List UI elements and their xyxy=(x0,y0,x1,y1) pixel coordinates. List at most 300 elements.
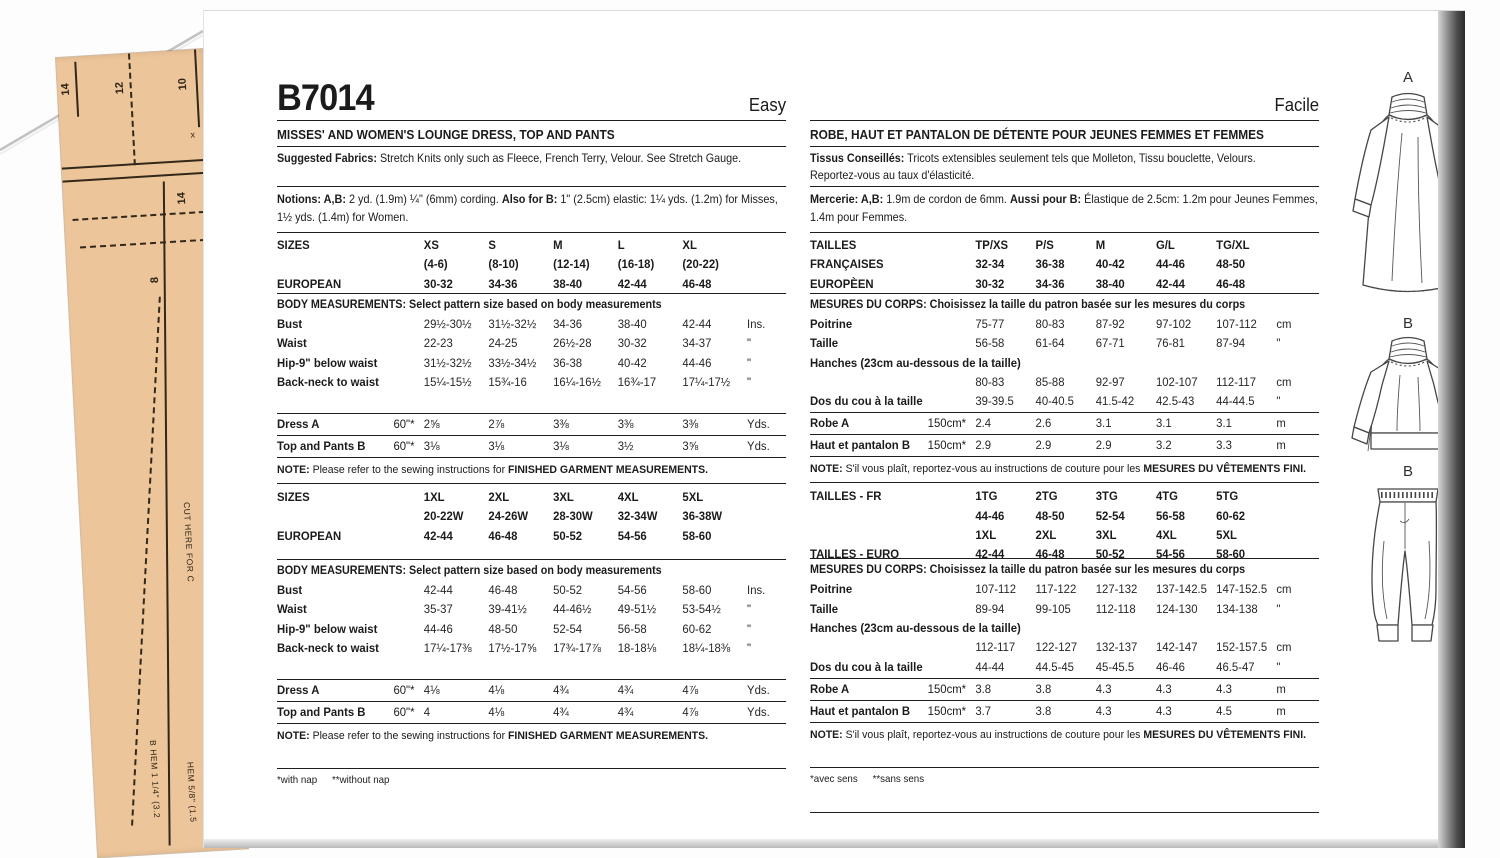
table-cell: 4¾ xyxy=(553,683,569,698)
table-cell: 26½-28 xyxy=(553,336,592,351)
row-label xyxy=(810,435,975,456)
table-cell: 44-46 xyxy=(423,621,453,636)
row-label-text: Hip-9" below waist xyxy=(277,355,378,370)
tissue-hem-label: HEM 5/8" (1.5 xyxy=(185,761,199,823)
table-cell: 5XL xyxy=(1216,528,1237,543)
table-cell: 22-23 xyxy=(423,336,453,351)
table-cell: 112-118 xyxy=(1095,601,1136,616)
table-cell: 80-83 xyxy=(975,374,1005,389)
note-prefix: NOTE: xyxy=(277,730,310,743)
unit-cell xyxy=(747,507,786,526)
table-row xyxy=(810,658,1319,677)
table-cell: 16¼-16½ xyxy=(553,374,601,389)
row-label-text: Dos du cou à la taille xyxy=(810,394,923,409)
table-cell: 75-77 xyxy=(975,317,1005,331)
note-misses-fr xyxy=(810,457,1319,482)
tissue-hem-label-b: B HEM 1 1/4" (3.2 xyxy=(148,739,163,819)
sizes-table-misses-en xyxy=(277,233,786,294)
table-cell: (20-22) xyxy=(682,257,719,272)
fabric-width: 150cm* xyxy=(927,438,967,453)
table-cell: 3.1 xyxy=(1216,416,1232,431)
table-row xyxy=(277,315,786,334)
difficulty-badge-fr: Facile xyxy=(1274,95,1320,115)
row-label-text: Hip-9" below waist xyxy=(277,621,378,636)
table-cell: 124-130 xyxy=(1155,601,1198,616)
table-cell: 107-112 xyxy=(975,582,1017,597)
table-cell: 4⅛ xyxy=(423,683,440,698)
unit-cell: " xyxy=(747,336,752,351)
unit-cell xyxy=(747,275,786,294)
table-row xyxy=(277,436,786,458)
table-cell: 97-102 xyxy=(1155,317,1192,331)
table-cell: 3.2 xyxy=(1155,438,1172,453)
unit-cell: m xyxy=(1276,438,1286,453)
table-cell: M xyxy=(553,238,563,252)
row-label xyxy=(810,658,975,677)
table-row xyxy=(810,600,1319,619)
table-cell: 3⅛ xyxy=(488,439,505,454)
table-cell: 39-41½ xyxy=(488,602,527,617)
pattern-number: B7014 xyxy=(277,77,374,118)
fabrics-text-en: Stretch Knits only such as Fleece, French Terry, Velour. See Stretch Gauge. xyxy=(376,152,742,165)
fabric-width: 150cm* xyxy=(927,703,967,718)
table-row xyxy=(810,638,1319,657)
table-cell: 58-60 xyxy=(682,528,712,543)
table-row xyxy=(277,414,786,436)
table-cell: 87-94 xyxy=(1216,336,1246,351)
table-row xyxy=(810,334,1319,353)
table-row xyxy=(277,255,786,274)
table-cell: 24-25 xyxy=(488,336,518,351)
row-label xyxy=(810,487,975,506)
table-row xyxy=(810,526,1319,545)
table-cell: 46-48 xyxy=(682,276,712,291)
fabric-width: 60"* xyxy=(393,683,415,698)
table-cell: 3.8 xyxy=(1035,703,1052,718)
table-cell: 2⅝ xyxy=(423,417,440,432)
table-cell: 49-51½ xyxy=(617,602,657,617)
table-cell: 54-56 xyxy=(617,583,647,598)
table-cell: 3⅜ xyxy=(682,417,699,432)
row-label xyxy=(810,334,975,353)
row-label-text: Hanches (23cm au-dessous de la taille) xyxy=(810,355,1021,370)
body-measurements-table-women-fr xyxy=(810,580,1319,676)
table-cell: 44-46 xyxy=(1155,257,1185,272)
row-label xyxy=(810,619,1319,638)
tissue-x-mark: x xyxy=(190,129,196,140)
row-label xyxy=(810,354,1319,373)
table-cell: 39-39.5 xyxy=(975,394,1014,409)
table-cell: 42.5-43 xyxy=(1155,394,1195,409)
table-row xyxy=(810,392,1319,411)
table-row xyxy=(277,488,786,507)
table-cell: 4.3 xyxy=(1095,681,1112,696)
row-label-text: EUROPEAN xyxy=(277,528,342,543)
notions-text-fr: 1.9m de cordon de 6mm. xyxy=(883,193,1010,206)
table-cell: 36-38 xyxy=(553,355,583,370)
table-row xyxy=(810,275,1319,294)
row-label xyxy=(277,236,424,255)
table-cell: 4.5 xyxy=(1216,703,1232,718)
table-cell: 87-92 xyxy=(1095,317,1125,331)
table-cell: 17¼-17½ xyxy=(682,374,731,389)
unit-cell xyxy=(1276,507,1319,526)
table-cell: 58-60 xyxy=(682,583,712,598)
note-bold: FINISHED GARMENT MEASUREMENTS. xyxy=(508,730,708,743)
table-cell: 20-22W xyxy=(423,509,464,524)
table-cell: 3½ xyxy=(617,439,634,454)
row-label-text: Back-neck to waist xyxy=(277,374,379,389)
table-cell: 50-52 xyxy=(553,528,583,543)
table-cell: 4¾ xyxy=(553,705,569,720)
table-row xyxy=(810,255,1319,274)
tissue-size-number: 12 xyxy=(113,81,127,95)
table-cell: 92-97 xyxy=(1095,374,1125,389)
unit-cell xyxy=(747,255,786,274)
row-label-text: TAILLES xyxy=(810,238,857,252)
row-label-text: Bust xyxy=(277,317,303,331)
note-text: Please refer to the sewing instructions for xyxy=(309,730,509,743)
table-cell: 46.5-47 xyxy=(1216,659,1255,674)
row-label-text: Dos du cou à la taille xyxy=(810,659,923,674)
row-label-text: Haut et pantalon B xyxy=(810,703,911,718)
sizes-table-women-en xyxy=(277,483,786,560)
table-cell: 4⅛ xyxy=(488,683,505,698)
table-row xyxy=(277,680,786,702)
notions-text2-en: 1" (2.5cm) elastic: 1¼ yds. (1.2m) for Misses, 1½ yds. (1.4m) for Women. xyxy=(277,193,778,224)
notions-label2-fr: Aussi pour B: xyxy=(1009,193,1082,206)
table-cell: 137-142.5 xyxy=(1155,582,1207,597)
table-cell: 142-147 xyxy=(1155,640,1198,655)
table-cell: 46-48 xyxy=(488,583,518,598)
footnote-without-nap: **without nap xyxy=(331,774,390,787)
table-row xyxy=(810,679,1319,701)
unit-cell: Yds. xyxy=(747,705,770,720)
table-cell: 4.3 xyxy=(1155,681,1172,696)
table-cell: 52-54 xyxy=(1095,508,1125,523)
table-cell: 33½-34½ xyxy=(488,355,537,370)
table-cell: 44-46½ xyxy=(553,602,592,617)
notions-en xyxy=(277,187,786,233)
row-label xyxy=(810,275,975,294)
row-label-text: Poitrine xyxy=(810,317,853,331)
nap-footnote-fr xyxy=(810,767,1319,813)
table-cell: P/S xyxy=(1035,238,1054,252)
unit-cell: " xyxy=(747,355,752,370)
table-cell: 99-105 xyxy=(1035,601,1071,616)
row-label xyxy=(277,702,424,723)
table-cell: 50-52 xyxy=(1095,547,1125,562)
row-label xyxy=(810,236,975,255)
title-en: MISSES' AND WOMEN'S LOUNGE DRESS, TOP AND PANTS xyxy=(277,121,786,147)
row-label xyxy=(277,600,424,619)
yardage-table-women-fr xyxy=(810,678,1319,723)
row-label xyxy=(810,507,975,526)
table-cell: 31½-32½ xyxy=(423,355,472,370)
row-label xyxy=(810,526,975,545)
table-cell: L xyxy=(617,238,625,252)
header-en xyxy=(277,73,786,121)
table-cell: 40-42 xyxy=(617,355,647,370)
table-cell: 4.3 xyxy=(1216,681,1232,696)
unit-cell xyxy=(1276,545,1319,564)
body-measurements-heading2-en: BODY MEASUREMENTS: Select pattern size based on body measurements xyxy=(277,564,662,578)
table-cell: 3.8 xyxy=(975,681,992,696)
table-cell: 34-37 xyxy=(682,336,712,351)
table-cell: XS xyxy=(423,238,439,252)
table-cell: 17¾-17⅞ xyxy=(553,641,601,656)
table-cell: 38-40 xyxy=(553,276,583,291)
table-cell: 4⅞ xyxy=(682,683,699,698)
table-cell: 46-48 xyxy=(488,528,518,543)
row-label-text: Back-neck to waist xyxy=(277,641,379,656)
row-label xyxy=(277,527,424,546)
tissue-line xyxy=(80,238,216,248)
suggested-fabrics-fr xyxy=(810,147,1319,187)
table-cell: 42-44 xyxy=(423,528,453,543)
table-cell: 38-40 xyxy=(617,317,647,331)
table-cell: 5XL xyxy=(682,490,704,505)
body-measurements-heading-fr: MESURES DU CORPS: Choisissez la taille du patron basée sur les mesures du corps xyxy=(810,298,1246,311)
table-cell: 76-81 xyxy=(1155,336,1185,351)
unit-cell: " xyxy=(747,602,752,617)
note-text: S'il vous plaît, reportez-vous au instructions de couture pour les xyxy=(842,463,1144,476)
tissue-line xyxy=(62,171,212,182)
row-label-text: FRANÇAISES xyxy=(810,257,884,272)
table-cell: 44-44 xyxy=(975,659,1005,674)
tissue-line xyxy=(194,49,200,127)
english-column xyxy=(277,73,825,786)
yardage-table-misses-fr xyxy=(810,412,1319,457)
tissue-size-number: 10 xyxy=(176,77,190,91)
row-label-text: TAILLES - FR xyxy=(810,489,882,504)
tissue-line xyxy=(72,210,214,221)
row-label-text: Taille xyxy=(810,336,839,351)
row-label-text: Robe A xyxy=(810,681,850,696)
table-cell: 36-38 xyxy=(1035,257,1065,272)
unit-cell xyxy=(747,527,786,546)
row-label xyxy=(810,373,975,392)
table-row xyxy=(277,600,786,619)
suggested-fabrics-en xyxy=(277,147,786,187)
view-label-a: A xyxy=(1402,69,1413,86)
table-cell: 117-122 xyxy=(1035,582,1077,597)
row-label xyxy=(277,373,424,392)
table-cell: 3.3 xyxy=(1216,438,1232,453)
table-cell: 56-58 xyxy=(975,336,1005,351)
body-measurements-heading-en: BODY MEASUREMENTS: Select pattern size based on body measurements xyxy=(277,298,662,311)
table-cell: 4.3 xyxy=(1095,703,1112,718)
unit-cell xyxy=(1276,526,1319,545)
table-cell: 3.1 xyxy=(1155,416,1172,431)
table-cell: 3⅛ xyxy=(553,439,569,454)
table-cell: 34-36 xyxy=(488,276,518,291)
table-cell: 41.5-42 xyxy=(1095,394,1135,409)
row-label-text: Bust xyxy=(277,583,303,598)
view-label-b-pants: B xyxy=(1402,463,1413,480)
body-measurements-table-women-en xyxy=(277,581,786,658)
unit-cell: " xyxy=(747,621,752,636)
notions-text2-fr: Élastique de 2.5cm: 1.2m pour Jeunes Femmes, 1.4m pour Femmes. xyxy=(810,193,1318,224)
unit-cell: cm xyxy=(1276,582,1292,597)
table-cell: 67-71 xyxy=(1095,336,1125,351)
row-label-text: SIZES xyxy=(277,238,310,252)
table-cell: 3TG xyxy=(1095,489,1118,504)
table-cell: G/L xyxy=(1155,238,1175,252)
notions-text-en: 2 yd. (1.9m) ¼" (6mm) cording. xyxy=(345,193,502,206)
unit-cell: " xyxy=(747,374,752,389)
table-cell: 3XL xyxy=(1095,528,1117,543)
tissue-line xyxy=(128,53,136,165)
table-cell: 50-52 xyxy=(553,583,583,598)
table-cell: 30-32 xyxy=(617,336,647,351)
row-label-text: Top and Pants B xyxy=(277,439,366,454)
row-label-text: Poitrine xyxy=(810,582,853,597)
row-label xyxy=(277,354,424,373)
note-prefix: NOTE: xyxy=(810,463,843,476)
row-label xyxy=(277,507,424,526)
table-cell: 112-117 xyxy=(975,640,1016,655)
note-women-fr xyxy=(810,723,1319,748)
table-cell: 35-37 xyxy=(423,602,453,617)
unit-cell: cm xyxy=(1276,640,1292,655)
note-bold: FINISHED GARMENT MEASUREMENTS. xyxy=(508,464,708,477)
french-column xyxy=(810,73,1358,813)
row-label xyxy=(277,620,424,639)
table-cell: 56-58 xyxy=(1155,508,1185,523)
table-cell: 53-54½ xyxy=(682,602,721,617)
sizes-table-misses-fr xyxy=(810,233,1319,294)
table-cell: 2.4 xyxy=(975,416,992,431)
table-row xyxy=(277,620,786,639)
table-row xyxy=(277,639,786,658)
footnote-sans-sens: **sans sens xyxy=(872,772,925,785)
row-label xyxy=(277,334,424,353)
table-cell: 152-157.5 xyxy=(1216,640,1268,655)
row-label xyxy=(810,255,975,274)
table-cell: 2TG xyxy=(1035,489,1058,504)
table-cell: 36-38W xyxy=(682,509,723,524)
table-cell: 4¾ xyxy=(617,683,634,698)
fabrics-text2-fr: Reportez-vous au taux d'élasticité. xyxy=(810,168,975,182)
notions-label-fr: Mercerie: A,B: xyxy=(810,193,884,206)
unit-cell: " xyxy=(1276,336,1281,351)
footnote-avec-sens: *avec sens xyxy=(810,772,858,785)
nap-footnote-en xyxy=(277,768,786,786)
table-cell: 32-34 xyxy=(975,257,1005,272)
table-cell: 4XL xyxy=(617,490,639,505)
table-row xyxy=(810,435,1319,457)
table-cell: 46-46 xyxy=(1155,659,1185,674)
table-cell: 24-26W xyxy=(488,509,529,524)
table-row xyxy=(810,236,1319,255)
table-cell: (12-14) xyxy=(553,257,590,272)
row-label-text: EUROPÈEN xyxy=(810,276,874,291)
table-cell: 42-44 xyxy=(682,317,712,331)
table-cell: 102-107 xyxy=(1155,374,1198,389)
fabric-width: 150cm* xyxy=(927,416,967,431)
row-label xyxy=(810,638,975,657)
table-cell: 44-46 xyxy=(682,355,712,370)
tissue-size-number: 8 xyxy=(148,276,162,284)
notions-label-en: Notions: A,B: xyxy=(277,193,346,206)
table-cell: 48-50 xyxy=(488,621,518,636)
unit-cell: Yds. xyxy=(747,439,770,454)
table-cell: 30-32 xyxy=(975,276,1005,291)
table-cell: 44.5-45 xyxy=(1035,659,1074,674)
table-row xyxy=(810,354,1319,373)
table-cell: 31½-32½ xyxy=(488,317,537,331)
row-label-text: Taille xyxy=(810,601,839,616)
unit-cell xyxy=(1276,487,1319,506)
table-cell: 61-64 xyxy=(1035,336,1065,351)
table-cell: 2.6 xyxy=(1035,416,1052,431)
row-label-text: Robe A xyxy=(810,416,850,431)
envelope-bottom-edge xyxy=(204,839,1438,848)
table-row xyxy=(810,373,1319,392)
note-prefix: NOTE: xyxy=(810,728,843,741)
footnote-with-nap: *with nap xyxy=(277,774,318,787)
table-cell: 52-54 xyxy=(553,621,583,636)
unit-cell: m xyxy=(1276,681,1286,696)
table-cell: 4XL xyxy=(1155,528,1177,543)
table-cell: 3⅜ xyxy=(553,417,569,432)
unit-cell: Ins. xyxy=(747,583,766,598)
table-cell: 4.3 xyxy=(1155,703,1172,718)
table-cell: 18¼-18⅜ xyxy=(682,641,731,656)
table-row xyxy=(277,334,786,353)
unit-cell: m xyxy=(1276,703,1286,718)
table-cell: 40-42 xyxy=(1095,257,1125,272)
row-label-text: Haut et pantalon B xyxy=(810,438,911,453)
note-bold: MESURES DU VÊTEMENTS FINI. xyxy=(1143,728,1307,741)
note-prefix: NOTE: xyxy=(277,464,310,477)
table-cell: (8-10) xyxy=(488,257,519,272)
table-cell: S xyxy=(488,238,496,252)
unit-cell: cm xyxy=(1276,374,1292,389)
table-cell: 147-152.5 xyxy=(1216,582,1268,597)
table-cell: 15¾-16 xyxy=(488,374,527,389)
table-row xyxy=(810,507,1319,526)
table-cell: 122-127 xyxy=(1035,640,1078,655)
notions-fr xyxy=(810,187,1319,233)
table-row xyxy=(810,315,1319,334)
unit-cell xyxy=(1276,236,1319,255)
table-cell: 2.9 xyxy=(1035,438,1052,453)
unit-cell xyxy=(747,488,786,507)
table-cell: 56-58 xyxy=(617,621,647,636)
table-cell: 42-44 xyxy=(1155,276,1185,291)
table-cell: 3.1 xyxy=(1095,416,1112,431)
row-label-text: Dress A xyxy=(277,417,320,432)
row-label-text: Waist xyxy=(277,602,307,617)
unit-cell xyxy=(747,236,786,255)
table-cell: 89-94 xyxy=(975,601,1005,616)
unit-cell: " xyxy=(1276,659,1281,674)
table-cell: 46-48 xyxy=(1035,547,1065,562)
table-cell: 29½-30½ xyxy=(423,317,472,331)
table-cell: (16-18) xyxy=(617,257,655,272)
title-fr: ROBE, HAUT ET PANTALON DE DÉTENTE POUR JEUNES FEMMES ET FEMMES xyxy=(810,121,1319,147)
table-cell: 44-44.5 xyxy=(1216,394,1255,409)
table-cell: 42-44 xyxy=(423,583,453,598)
table-row xyxy=(810,487,1319,506)
table-cell: 15¼-15½ xyxy=(423,374,472,389)
table-row xyxy=(277,702,786,724)
table-cell: 60-62 xyxy=(682,621,712,636)
table-cell: 80-83 xyxy=(1035,317,1065,331)
tissue-line xyxy=(74,62,79,117)
